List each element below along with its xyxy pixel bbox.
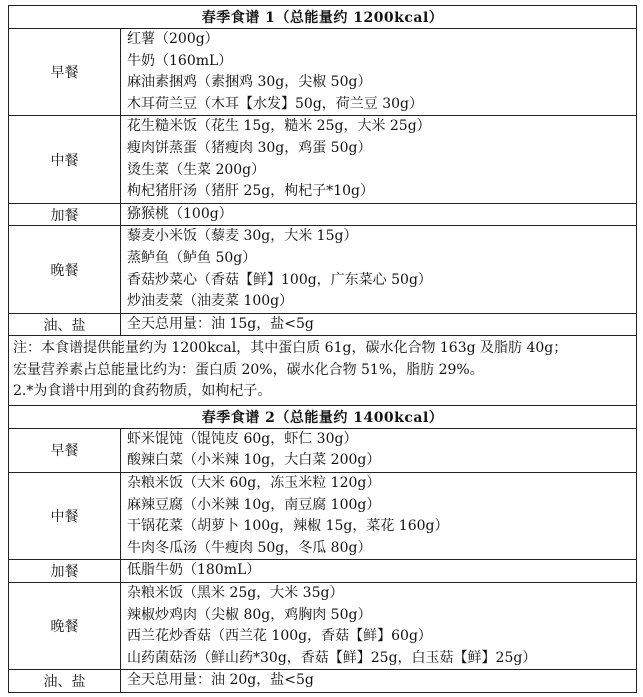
meal-row	[9, 473, 637, 560]
meal-item: 杂粮米饭（黑米 25g，大米 35g）	[127, 584, 344, 601]
meal-item: 烫生菜（生菜 200g）	[127, 161, 266, 178]
meal-row	[9, 116, 637, 203]
meal-row	[9, 428, 637, 472]
meal-row	[9, 560, 637, 583]
menu-title-row	[9, 6, 637, 29]
note-line: 宏量营养素占总能量比约为：蛋白质 20%，碳水化合物 51%，脂肪 29%。	[13, 361, 484, 378]
meal-item: 枸杞猪肝汤（猪肝 25g，枸杞子*10g）	[127, 183, 375, 200]
meal-item: 麻油素捆鸡（素捆鸡 30g，尖椒 50g）	[127, 74, 372, 91]
meal-row	[9, 29, 637, 116]
meal-item: 木耳荷兰豆（木耳【水发】50g，荷兰豆 30g）	[127, 95, 424, 112]
meal-item: 香菇炒菜心（香菇【鲜】100g，广东菜心 50g）	[127, 271, 432, 288]
meal-item: 酸辣白菜（小米辣 10g，大白菜 200g）	[127, 452, 381, 469]
meal-items	[121, 29, 637, 116]
meal-item: 藜麦小米饭（藜麦 30g，大米 15g）	[127, 228, 358, 245]
meal-name: 中餐	[9, 473, 121, 560]
meal-name: 晚餐	[9, 226, 121, 313]
meal-item: 杂粮米饭（大米 60g，冻玉米粒 120g）	[127, 475, 381, 491]
meal-items	[121, 473, 637, 560]
meal-item: 炒油麦菜（油麦菜 100g）	[127, 293, 294, 310]
meal-item: 西兰花炒香菇（西兰花 100g，香菇【鲜】60g）	[127, 628, 432, 645]
meal-item: 全天总用量：油 20g，盐<5g	[127, 672, 314, 689]
meal-item: 花生糙米饭（花生 15g，糙米 25g，大米 25g）	[127, 118, 431, 135]
meal-items	[121, 203, 637, 226]
meal-items	[121, 226, 637, 313]
menu-title: 春季食谱 1（总能量约 1200kcal）	[9, 6, 637, 29]
menu-notes	[9, 336, 637, 406]
meal-item: 瘦肉饼蒸蛋（猪瘦肉 30g，鸡蛋 50g）	[127, 139, 372, 156]
meal-item: 虾米馄饨（馄饨皮 60g，虾仁 30g）	[127, 430, 358, 447]
meal-name: 油、盐	[9, 670, 121, 693]
meal-item: 牛奶（160mL）	[127, 52, 233, 69]
meal-items	[121, 670, 637, 693]
meal-item: 蒸鲈鱼（鲈鱼 50g）	[127, 249, 257, 266]
meal-name: 油、盐	[9, 313, 121, 336]
meal-row	[9, 226, 637, 313]
meal-row	[9, 203, 637, 226]
meal-row	[9, 313, 637, 336]
meal-item: 猕猴桃（100g）	[127, 205, 233, 222]
meal-item: 牛肉冬瓜汤（牛瘦肉 50g，冬瓜 80g）	[127, 539, 372, 556]
meal-item: 麻辣豆腐（小米辣 10g，南豆腐 100g）	[127, 496, 381, 513]
meal-items	[121, 582, 637, 669]
meal-name: 早餐	[9, 428, 121, 472]
meal-items	[121, 560, 637, 583]
menu-title-row	[9, 405, 637, 428]
meal-item: 山药菌菇汤（鲜山药*30g，香菇【鲜】25g，白玉菇【鲜】25g）	[127, 649, 537, 666]
diet-menu-body	[9, 6, 637, 693]
meal-item: 干锅花菜（胡萝卜 100g，辣椒 15g，菜花 160g）	[127, 518, 449, 535]
meal-row	[9, 670, 637, 693]
meal-items	[121, 428, 637, 472]
meal-name: 晚餐	[9, 582, 121, 669]
meal-name: 加餐	[9, 203, 121, 226]
meal-item: 全天总用量：油 15g，盐<5g	[127, 315, 314, 332]
note-line: 2.*为食谱中用到的食药物质，如枸杞子。	[13, 383, 272, 400]
menu-notes-row	[9, 336, 637, 406]
meal-name: 加餐	[9, 560, 121, 583]
meal-item: 红薯（200g）	[127, 31, 219, 47]
meal-name: 早餐	[9, 29, 121, 116]
meal-item: 低脂牛奶（180mL）	[127, 562, 261, 579]
diet-menu-table	[8, 5, 637, 693]
meal-items	[121, 313, 637, 336]
meal-items	[121, 116, 637, 203]
diet-menu-document	[8, 5, 636, 693]
note-line: 注：本食谱提供能量约为 1200kcal，其中蛋白质 61g，碳水化合物 163g 及脂肪 40g；	[13, 340, 568, 357]
meal-row	[9, 582, 637, 669]
meal-name: 中餐	[9, 116, 121, 203]
menu-title: 春季食谱 2（总能量约 1400kcal）	[9, 405, 637, 428]
meal-item: 辣椒炒鸡肉（尖椒 80g，鸡胸肉 50g）	[127, 606, 372, 623]
